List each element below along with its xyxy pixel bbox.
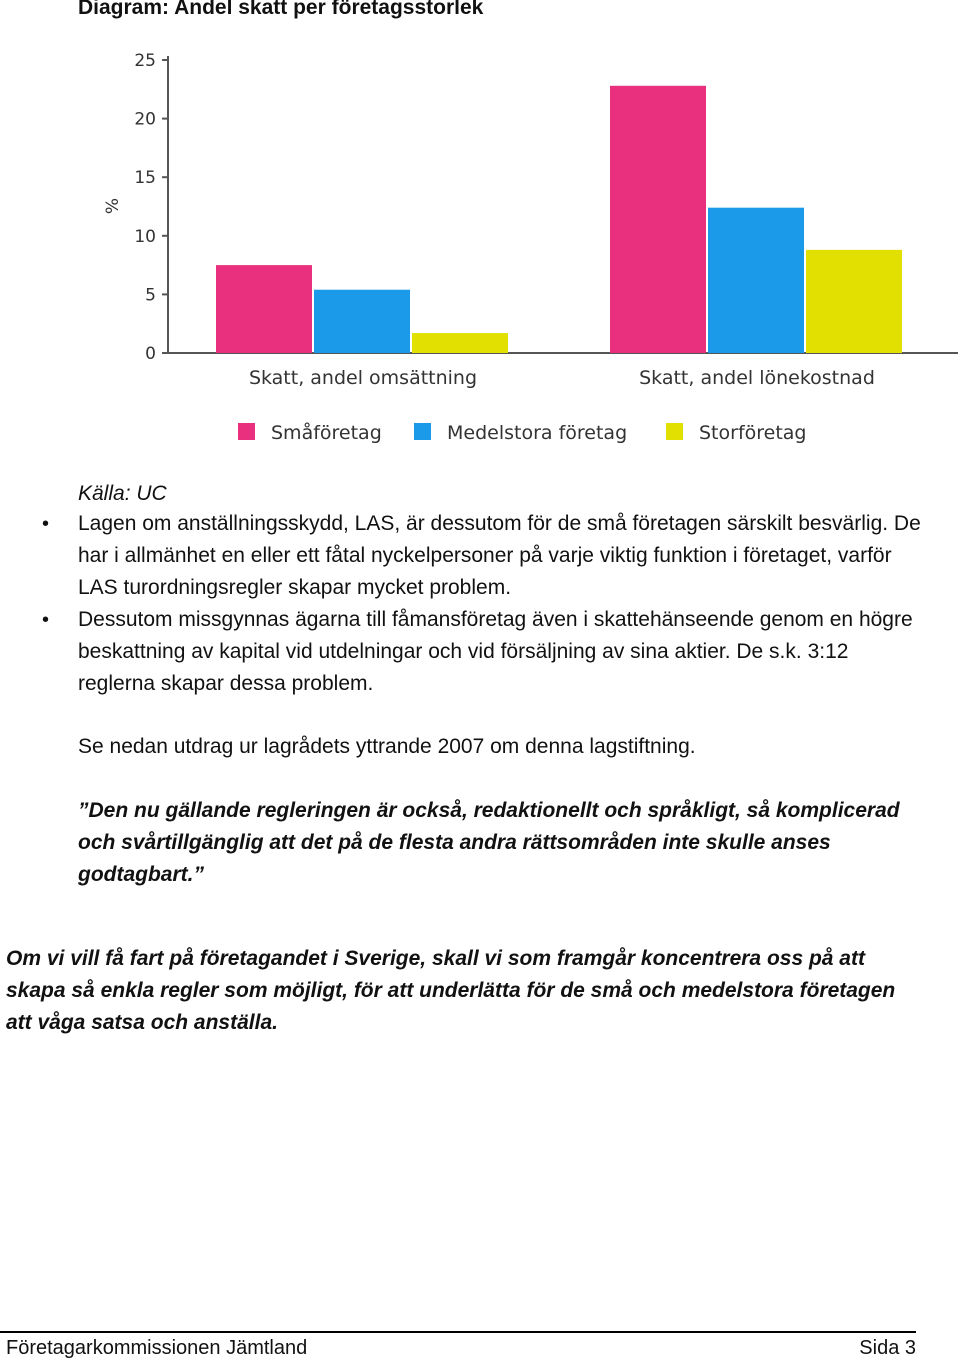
conclusion-paragraph: Om vi vill få fart på företagandet i Sverige, skall vi som framgår koncentrera oss på att skapa så enkla regler som möjligt, för att underlätta för de små och medelstora företagen att våga satsa och anställa. [6, 947, 896, 1034]
y-tick-label: 15 [134, 168, 156, 189]
bullet-list [42, 508, 928, 700]
y-axis-label: % [103, 197, 123, 215]
y-tick-label: 10 [134, 226, 156, 247]
tax-share-bar-chart [96, 40, 960, 450]
x-category-label: Skatt, andel lönekostnad [639, 367, 875, 389]
bullet-item [42, 604, 928, 700]
bar-3-1 [412, 333, 508, 353]
quote-intro: Se nedan utdrag ur lagrådets yttrande 2007 om denna lagstiftning. [78, 735, 696, 758]
bar-2-1 [314, 290, 410, 353]
bullet-text: Dessutom missgynnas ägarna till fåmansföretag även i skattehänseende genom en högre beskattning av kapital vid utdelningar och vid försäljning av sina aktier. De s.k. 3:12 reglerna skapar dessa problem. [78, 608, 913, 695]
bullet-item [42, 508, 928, 604]
source-note: Källa: UC [78, 482, 167, 505]
y-tick-label: 5 [145, 285, 156, 306]
bullet-text: Lagen om anställningsskydd, LAS, är dessutom för de små företagen särskilt besvärlig. De har i allmänhet en eller ett fåtal nyckelpersoner på varje viktig funktion i företaget, varför LAS turordningsregler skapar mycket problem. [78, 512, 921, 599]
legend-swatch [238, 423, 255, 440]
council-quote: ”Den nu gällande regleringen är också, redaktionellt och språkligt, så komplicerad och svårtillgänglig att det på de flesta andra rättsområden inte skulle anses godtagbart.” [78, 799, 900, 886]
x-category-label: Skatt, andel omsättning [248, 367, 478, 389]
legend-swatch [414, 423, 431, 440]
legend-label: Medelstora företag [447, 422, 628, 444]
footer-organization: Företagarkommissionen Jämtland [6, 1337, 308, 1359]
y-tick-label: 0 [145, 344, 156, 364]
y-tick-label: 20 [134, 109, 156, 130]
bullet-icon: • [42, 513, 50, 535]
footer-page-number: Sida 3 [859, 1337, 916, 1359]
bar-2-2 [708, 208, 804, 353]
bar-1-1 [216, 265, 312, 353]
page-footer [0, 1331, 916, 1360]
legend-label: Storföretag [699, 422, 807, 444]
bar-1-2 [610, 86, 706, 353]
page-heading: Diagram: Andel skatt per företagsstorlek [78, 0, 484, 19]
bullet-icon: • [42, 609, 50, 631]
legend-label: Småföretag [271, 422, 382, 444]
bar-3-2 [806, 250, 902, 353]
legend-swatch [666, 423, 683, 440]
y-tick-label: 25 [134, 51, 156, 71]
